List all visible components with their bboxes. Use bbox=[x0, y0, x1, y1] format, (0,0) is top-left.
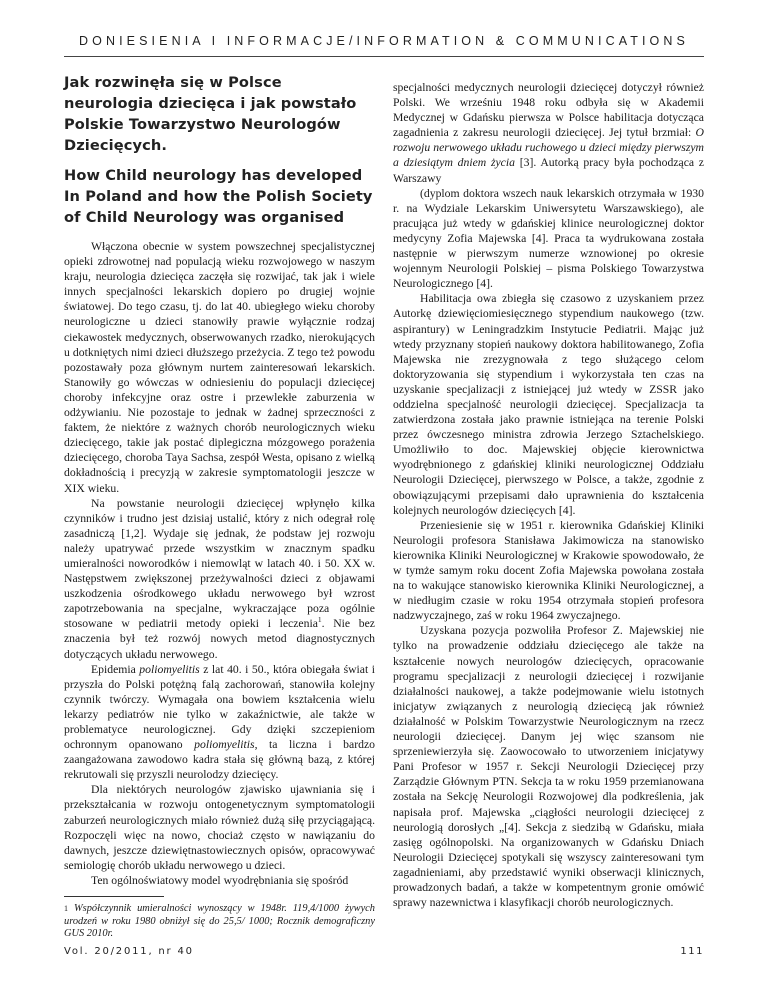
article-title-english: How Child neurology has developed In Poland and how the Polish Society of Child Neurology was organised bbox=[64, 167, 373, 226]
page-number: 111 bbox=[680, 946, 704, 957]
right-column bbox=[393, 80, 704, 910]
paragraph: specjalności medycznych neurologii dziecięcej dotyczył również Polski. We wrześniu 1948 roku odbyła się w Akademii Medycznej w Gdańsku pierwsza w Polsce habilitacja dotycząca zagadnienia z zakresu neurologii dziecięcej. Jej tytuł brzmiał: O rozwoju nerwowego układu ruchowego u dzieci między pierwszym a dziesiątym dniem życia [3]. Autorką pracy była pochodząca z Warszawy bbox=[393, 81, 704, 185]
left-column bbox=[64, 72, 375, 941]
footnote-mark: 1 bbox=[64, 904, 68, 914]
paragraph: Na powstanie neurologii dziecięcej wpłynęło kilka czynników i trudno jest dzisiaj ustalić, który z nich odegrał rolę zasadniczą [1,2]. Wydaje się jednak, że podstaw jej rozwoju należy upatrywać przede wszystkim w znacznym spadku umieralności noworodków i niemowląt w latach 40. i 50. XX w. Następstwem zwiększonej przeżywalności dzieci z objawami uszkodzenia ośrodkowego układu nerwowego był wzrost zapotrzebowania na specjalne, wykraczające poza ogólnie stosowane w pediatrii metody opieki i leczenia$^1$. Nie bez znaczenia był też rozwój nowych metod diagnostycznych dotyczących układu nerwowego. bbox=[64, 496, 375, 661]
paragraph: Habilitacja owa zbiegła się czasowo z uzyskaniem przez Autorkę dziewięciomiesięcznego stypendium naukowego (tzw. aspirantury) w Leningradzkim Instytucie Pediatrii. Mając już wtedy przyznany stopień naukowy doktora habilitowanego, Zofia Majewska nie zrezygnowała z tego służącego celom doktoryzowania się stypendium i wykorzystała ten czas na uzyskanie specjalizacji z istniejącej już wtedy w ZSSR jako oddzielna specjalność neurologii dziecięcej. Specjalizacja ta zatwierdzona została jako prawnie istniejąca na terenie Polski przez ówczesnego ministra zdrowia Jerzego Sztachelskiego. Umożliwiło to doc. Majewskiej objęcie kierownictwa wyodrębnionego z gdańskiej kliniki neurologicznej Oddziału Neurologii Dziecięcej, pierwszego w Polsce, a także, zgodnie z obowiązującymi przepisami dało uprawnienia do kształcenia kolejnych neurologów dziecięcych [4]. bbox=[393, 292, 704, 517]
article-title-polish: Jak rozwinęła się w Polsce neurologia dziecięca i jak powstało Polskie Towarzystwo Neurologów Dziecięcych. bbox=[64, 74, 357, 154]
paragraph: Dla niektórych neurologów zjawisko ujawniania się i przekształcania w rozwoju ontogenetycznym symptomatologii zaburzeń neurologicznych miało również dużą siłę przyciągającą. Rozpoczęli więc na nowo, chociaż często w nawiązaniu do dawnych, jeszcze dziewiętnastowiecznych opisów, opracowywać semiologię chorób układu nerwowego u dzieci. bbox=[64, 783, 375, 872]
footnote-reference: 1 bbox=[317, 615, 322, 625]
paragraph: Epidemia poliomyelitis z lat 40. i 50., która obiegała świat i przyszła do Polski potężną falą zachorowań, stanowiła kolejny czynnik twórczy. Wymagała ona bowiem kształcenia wielu lekarzy pediatrów nie tylko w zakaźnictwie, ale także w problematyce neurologicznej. Gdy dzięki szczepieniom ochronnym opanowano poliomyelitis, ta liczna i bardzo zaangażowana zawodowo kadra stała się główną bazą, z której rekrutowali się przyszli neurolodzy dziecięcy. bbox=[64, 662, 375, 782]
header-rule bbox=[64, 56, 704, 57]
running-header: DONIESIENIA I INFORMACJE/INFORMATION & COMMUNICATIONS bbox=[79, 34, 689, 48]
footer-volume: Vol. 20/2011, nr 40 bbox=[64, 946, 194, 957]
footnote-rule bbox=[64, 896, 164, 897]
paragraph: Ten ogólnoświatowy model wyodrębniania się spośród bbox=[91, 873, 349, 887]
paragraph: (dyplom doktora wszech nauk lekarskich otrzymała w 1930 r. na Wydziale Lekarskim Uniwersytetu Warszawskiego), ale pracująca już wtedy w gdańskiej klinice neurologicznej doktor medycyny Zofia Majewska [4]. Praca ta wydrukowana została następnie w pierwszym numerze wznowionej po okresie wojennym Neurologii Polskiej – pisma Polskiego Towarzystwa Neurologicznego [4]. bbox=[393, 186, 704, 291]
paragraph: Przeniesienie się w 1951 r. kierownika Gdańskiej Kliniki Neurologii profesora Stanisława Jakimowicza na stanowisko kierownika Kliniki Neurologicznej w Krakowie spowodowało, że w tymże samym roku docent Zofia Majewska powołana została na to wakujące stanowisko kierownika Kliniki Neurologicznej, a w niedługim czasie w roku 1954 otrzymała stopień profesora nadzwyczajnego, zaś w roku 1964 zwyczajnego. bbox=[393, 518, 704, 623]
paragraph: Uzyskana pozycja pozwoliła Profesor Z. Majewskiej nie tylko na prowadzenie oddziału dziecięcego ale także na kształcenie nowych neurologów dziecięcych, opracowanie programu specjalizacji z neurologii dziecięcej i rozwijanie działalności naukowej, a także podejmowanie wielu istotnych inicjatyw związanych z neurologią dziecięcą jak również działalność w Polskim Towarzystwie Neurologicznym na rzecz neurologii dziecięcej. Danym jej więc szansom nie sprzeniewierzyła się. Zaowocowało to utworzeniem inicjatywy Pani Profesor w 1957 r. Sekcji Neurologii Dziecięcej przy Zarządzie Głównym PTN. Sekcja ta w roku 1959 przemianowana została na Sekcję Neurologii Rozwojowej dla podkreślenia, jak napisała prof. Majewska „ciągłości neurologii dziecięcej z neurologią dorosłych „[4]. Sekcja z siedzibą w Gdańsku, miała zasięg ogólnopolski. Na organizowanych w Gdańsku Dniach Neurologii Dziecięcej spotykali się wszyscy zainteresowani tym zagadnieniami, aby przedstawić wyniki obserwacji klinicznych, prowadzonych badań, a także w kompetentnym gronie omówić sprawy nazewnictwa i klasyfikacji chorób neurologicznych. bbox=[393, 624, 704, 910]
footnote: $^1$ Współczynnik umieralności wynoszący w 1948r. 119,4/1000 żywych urodzeń w roku 1980 obniżył się do 25,5/ 1000; Rocznik demograficzny GUS 2010r. bbox=[64, 903, 375, 940]
paragraph: Włączona obecnie w system powszechnej specjalistycznej opieki zdrowotnej nad populacją wieku rozwojowego w naszym kraju, neurologia dziecięca zaczęła się rozwijać, tak jak i wiele innych specjalności lekarskich dopiero po drugiej wojnie światowej. Do tego czasu, tj. do lat 40. ubiegłego wieku choroby neurologiczne u dzieci stanowiły prawie wyłącznie rodzaj ciekawostek medycznych, obserwowanych rzadko, nierokujących u dotkniętych nimi dzieci dłuższego przeżycia. Z tego też powodu pozostawały poza głównym nurtem zainteresowań lekarskich. Stanowiły go wówczas w odniesieniu do populacji dziecięcej choroby infekcyjne oraz ostre i przewlekłe zaburzenia w odżywianiu. Nie pozostaje to jednak w żadnej sprzeczności z faktem, że niektóre z ważnych chorób neurologicznych wieku dziecięcego, takie jak postać diplegiczna mózgowego porażenia dziecięcego, choroba Taya Sachsa, zespół Westa, opisano z wielką dokładnością i precyzją w zakresie symptomatologii jeszcze w XIX wieku. bbox=[64, 240, 375, 495]
